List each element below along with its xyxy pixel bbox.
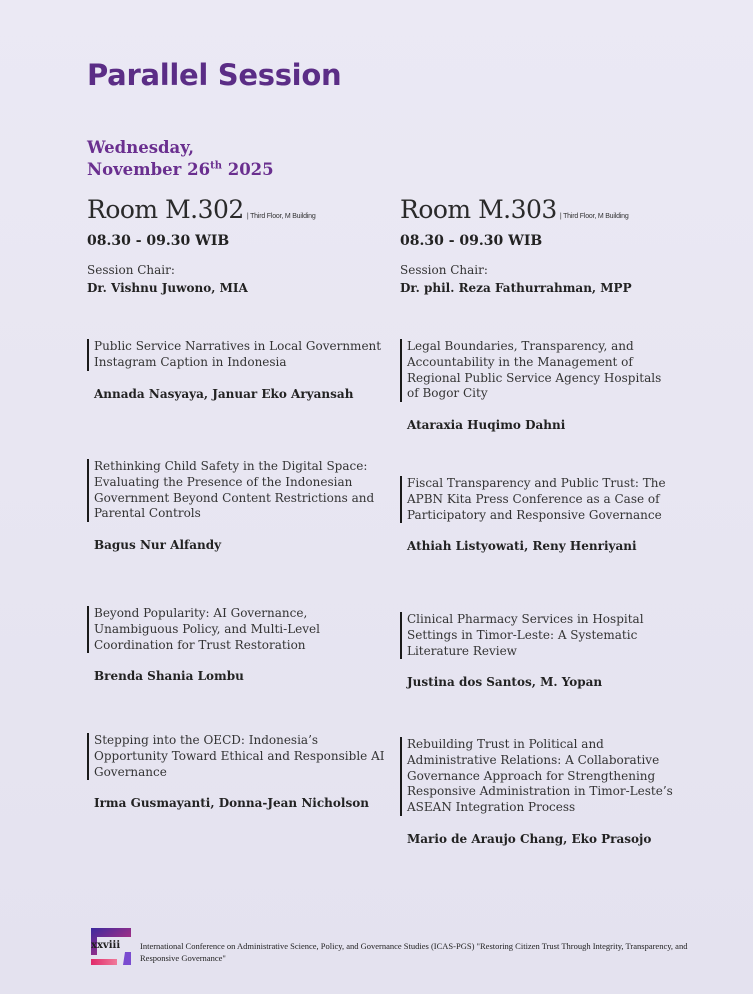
paper-title: Fiscal Transparency and Public Trust: The APBN Kita Press Conference as a Case of Participatory and Responsive Governance bbox=[400, 476, 675, 523]
page-number: xxviii bbox=[91, 940, 121, 951]
paper-authors: Athiah Listyowati, Reny Henriyani bbox=[407, 539, 637, 554]
room-location: | Third Floor, M Building bbox=[246, 213, 316, 220]
footer-text: International Conference on Administrative Science, Policy, and Governance Studies (ICAS-PGS) "Restoring Citizen Trust Through Integrity, Transparency, and Responsive Governance" bbox=[140, 941, 688, 963]
paper-title: Public Service Narratives in Local Government Instagram Caption in Indonesia bbox=[87, 339, 387, 371]
date-month-day: November 26 bbox=[87, 160, 211, 179]
paper-title: Rebuilding Trust in Political and Administrative Relations: A Collaborative Governance Approach for Strengthening Responsive Administration in Timor-Leste’s ASEAN Integration Process bbox=[400, 737, 675, 816]
room-name: Room M.303 bbox=[400, 195, 557, 224]
page-title: Parallel Session bbox=[87, 58, 342, 92]
session-chair-name: Dr. Vishnu Juwono, MIA bbox=[87, 281, 248, 295]
paper-authors: Ataraxia Huqimo Dahni bbox=[407, 418, 566, 433]
paper-authors: Mario de Araujo Chang, Eko Prasojo bbox=[407, 831, 652, 846]
paper-item bbox=[400, 737, 675, 847]
paper-item bbox=[87, 733, 387, 811]
paper-authors: Justina dos Santos, M. Yopan bbox=[407, 675, 603, 690]
paper-item bbox=[87, 606, 387, 684]
paper-item bbox=[400, 339, 675, 433]
paper-authors: Bagus Nur Alfandy bbox=[94, 538, 222, 553]
room-column-m302 bbox=[87, 195, 387, 295]
session-time: 08.30 - 09.30 WIB bbox=[87, 233, 230, 249]
paper-title: Clinical Pharmacy Services in Hospital Settings in Timor-Leste: A Systematic Literature Review bbox=[400, 612, 675, 659]
paper-authors: Annada Nasyaya, Januar Eko Aryansah bbox=[94, 386, 354, 401]
date-ordinal: th bbox=[210, 160, 222, 172]
session-chair-label: Session Chair: bbox=[400, 263, 488, 277]
room-header bbox=[87, 195, 387, 224]
paper-title: Beyond Popularity: AI Governance, Unambiguous Policy, and Multi-Level Coordination for Trust Restoration bbox=[87, 606, 387, 653]
paper-authors: Irma Gusmayanti, Donna-Jean Nicholson bbox=[94, 796, 369, 811]
date-year: 2025 bbox=[221, 160, 274, 179]
paper-item bbox=[400, 612, 675, 690]
room-header bbox=[400, 195, 700, 224]
room-location: | Third Floor, M Building bbox=[559, 213, 629, 220]
paper-item bbox=[400, 476, 675, 554]
session-chair-label: Session Chair: bbox=[87, 263, 175, 277]
room-name: Room M.302 bbox=[87, 195, 244, 224]
session-date bbox=[87, 137, 274, 181]
session-time: 08.30 - 09.30 WIB bbox=[400, 233, 543, 249]
paper-authors: Brenda Shania Lombu bbox=[94, 669, 244, 684]
room-column-m303 bbox=[400, 195, 700, 295]
paper-title: Stepping into the OECD: Indonesia’s Opportunity Toward Ethical and Responsible AI Governance bbox=[87, 733, 387, 780]
paper-title: Rethinking Child Safety in the Digital Space: Evaluating the Presence of the Indonesian Government Beyond Content Restrictions and Parental Controls bbox=[87, 459, 387, 522]
date-weekday: Wednesday, bbox=[87, 138, 194, 157]
paper-item bbox=[87, 339, 387, 402]
paper-item bbox=[87, 459, 387, 553]
date-full bbox=[87, 159, 274, 181]
paper-title: Legal Boundaries, Transparency, and Accountability in the Management of Regional Public Service Agency Hospitals of Bogor City bbox=[400, 339, 675, 402]
session-chair-name: Dr. phil. Reza Fathurrahman, MPP bbox=[400, 281, 632, 295]
